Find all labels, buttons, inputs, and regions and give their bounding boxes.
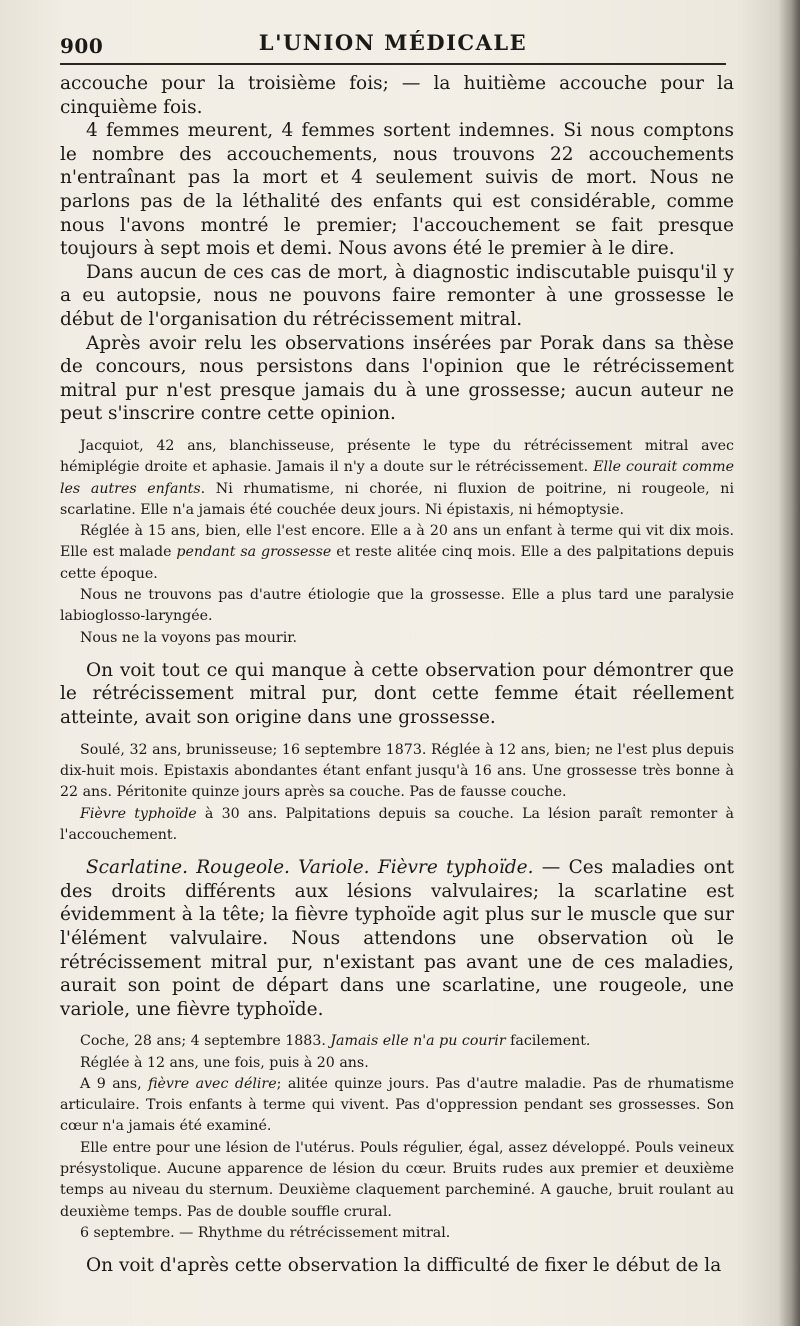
italic-text: Scarlatine. Rougeole. Variole. Fièvre typhoïde. — [86, 857, 534, 879]
text-run: à 30 ans. Palpitations depuis sa couche. La lésion paraît remonter à l'accouchement. — [60, 805, 734, 843]
case-observation-paragraph — [60, 1138, 734, 1223]
text-run: On voit d'après cette observation la difficulté de fixer le début de la — [86, 1255, 722, 1277]
text-run: Réglée à 15 ans, bien, elle l'est encore. Elle a à 20 ans un enfant à terme qui vit dix mois. Elle est malade — [60, 523, 734, 561]
case-observation-paragraph — [60, 521, 734, 585]
case-observation-paragraph — [60, 1053, 734, 1074]
italic-text: pendant sa grossesse — [176, 544, 332, 561]
italic-text: fièvre avec délire — [148, 1075, 277, 1092]
text-run: — Ces maladies ont des droits différents aux lésions valvulaires; la scarlatine est évidemment à la tête; la fièvre typhoïde agit plus sur le muscle que sur l'élément valvulaire. Nous attendons une observation où le rétrécissement mitral pur, n'existant pas avant une de ces maladies, aurait son point de départ dans une scarlatine, une rougeole, une variole, une fièvre typhoïde. — [60, 857, 735, 1020]
section-gap — [60, 1021, 734, 1031]
text-run: On voit tout ce qui manque à cette observation pour démontrer que le rétrécissement mitral pur, dont cette femme était réellement atteinte, avait son origine dans une grossesse. — [60, 659, 734, 729]
body-paragraph — [60, 261, 734, 332]
text-run: et reste alitée cinq mois. Elle a des palpitations depuis cette époque. — [60, 544, 735, 582]
page-header — [60, 22, 726, 66]
italic-text: Fièvre typhoïde — [80, 805, 197, 822]
body-paragraph — [60, 659, 734, 730]
text-run: Jacquiot, 42 ans, blanchisseuse, présente le type du rétrécissement mitral avec hémiplégie droite et aphasie. Jamais il n'y a doute sur le rétrécissement. — [60, 437, 734, 476]
case-observation-paragraph — [60, 740, 734, 804]
text-run: Coche, 28 ans; 4 septembre 1883. — [80, 1033, 331, 1050]
text-run: accouche pour la troisième fois; — la huitième accouche pour la cinquième fois. — [60, 73, 734, 118]
text-run: Après avoir relu les observations insérées par Porak dans sa thèse de concours, nous persistons dans l'opinion que le rétrécissement mitral pur n'est presque jamais du à une grossesse; aucun auteur ne peut s'inscrire contre cette opinion. — [60, 332, 734, 425]
case-observation-paragraph — [60, 804, 734, 847]
section-gap — [60, 649, 734, 659]
body-paragraph — [60, 856, 734, 1021]
page-number: 900 — [60, 34, 104, 58]
text-run: Dans aucun de ces cas de mort, à diagnostic indiscutable puisqu'il y a eu autopsie, nous ne pouvons faire remonter à une grossesse le début de l'organisation du rétrécissement mitral. — [60, 261, 734, 330]
body-paragraph — [60, 1254, 734, 1278]
text-run: ; alitée quinze jours. Pas d'autre maladie. Pas de rhumatisme articulaire. Trois enfants à terme qui vivent. Pas d'oppression pendant ses grossesses. Son cœur n'a jamais été examiné. — [60, 1075, 734, 1135]
section-gap — [60, 426, 734, 436]
text-run: Nous ne la voyons pas mourir. — [80, 629, 297, 646]
body-paragraph — [60, 72, 734, 119]
text-run: Elle entre pour une lésion de l'utérus. Pouls régulier, égal, assez développé. Pouls veineux présystolique. Aucune apparence de lésion du cœur. Bruits rudes aux premier et deuxième temps au niveau du sternum. Deuxième claquement parcheminé. A gauche, bruit roulant au deuxième temps. Pas de double souffle crural. — [60, 1139, 734, 1220]
text-run: facilement. — [505, 1033, 591, 1050]
case-observation-paragraph — [60, 1223, 734, 1244]
text-run: Réglée à 12 ans, une fois, puis à 20 ans. — [80, 1054, 369, 1071]
text-run: Nous ne trouvons pas d'autre étiologie que la grossesse. Elle a plus tard une paralysie labioglosso-laryngée. — [60, 586, 734, 625]
text-run: . Ni rhumatisme, ni chorée, ni fluxion de poitrine, ni rougeole, ni scarlatine. Elle n'a jamais été couchée deux jours. Ni épistaxis, ni hémoptysie. — [60, 480, 734, 518]
text-run: Soulé, 32 ans, brunisseuse; 16 septembre 1873. Réglée à 12 ans, bien; ne l'est plus depuis dix-huit mois. Epistaxis abondantes étant enfant jusqu'à 16 ans. Une grossesse très bonne à 22 ans. Péritonite quinze jours après sa couche. Pas de fausse couche. — [60, 741, 734, 801]
text-run: A 9 ans, — [80, 1075, 149, 1092]
case-observation-paragraph — [60, 436, 734, 521]
case-observation-paragraph — [60, 1074, 734, 1138]
running-title: L'UNION MÉDICALE — [258, 30, 528, 55]
case-observation-paragraph — [60, 585, 734, 628]
text-run: 4 femmes meurent, 4 femmes sortent indemnes. Si nous comptons le nombre des accouchements, nous trouvons 22 accouchements n'entraînant pas la mort et 4 seulement suivis de mort. Nous ne parlons pas de la léthalité des enfants qui est considérable, comme nous l'avons montré le premier; l'accouchement se fait presque toujours à sept mois et demi. Nous avons été le premier à le dire. — [60, 120, 734, 260]
body-paragraph — [60, 119, 734, 261]
case-observation-paragraph — [60, 1031, 734, 1052]
header-rule — [60, 63, 726, 65]
body-paragraph — [60, 332, 734, 426]
section-gap — [60, 730, 734, 740]
section-gap — [60, 1244, 734, 1254]
text-run: 6 septembre. — Rhythme du rétrécissement mitral. — [80, 1224, 451, 1241]
italic-text: Jamais elle n'a pu courir — [330, 1033, 506, 1050]
italic-text: Elle courait comme les autres enfants — [60, 459, 734, 497]
page-gutter-shadow — [778, 0, 800, 1326]
case-observation-paragraph — [60, 628, 734, 649]
section-gap — [60, 846, 734, 856]
page-body — [60, 72, 734, 1278]
